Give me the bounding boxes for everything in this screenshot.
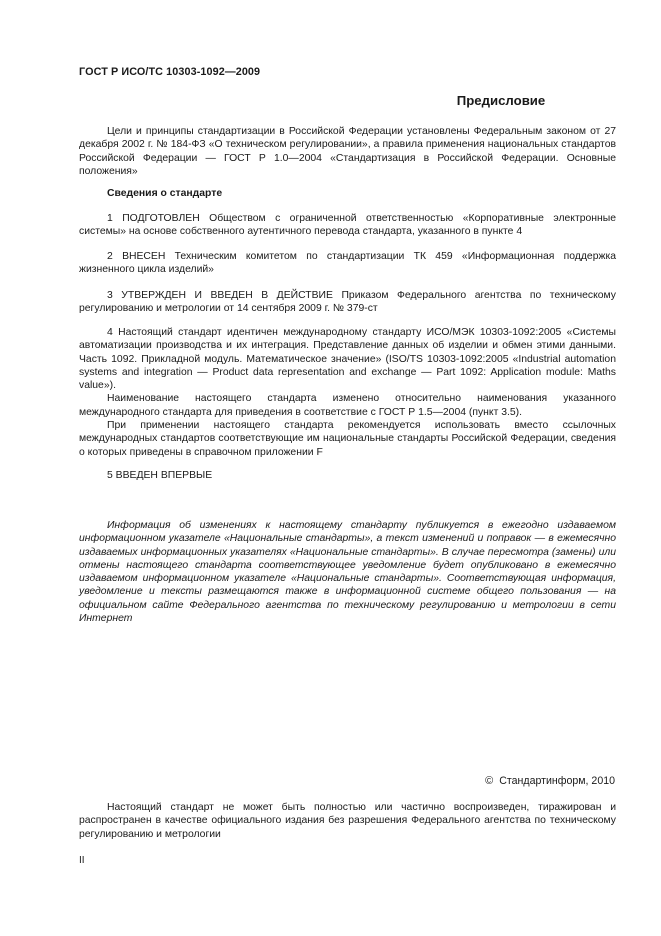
- copyright-line: [485, 775, 615, 788]
- copyright-symbol: ©: [485, 775, 494, 787]
- info-item-3: [79, 289, 616, 316]
- preface-intro-text: Цели и принципы стандартизации в Российской Федерации установлены Федеральным законом от 27 декабря 2002 г. № 184-ФЗ «О техническом регулировании», а правила применения национальных стандартов Российской Федерации — ГОСТ Р 1.0—2004 «Стандартизация в Российской Федерации. Основные положения»: [79, 126, 616, 177]
- info-item-1-text: 1 ПОДГОТОВЛЕН Обществом с ограниченной ответственностью «Корпоративные электронные системы» на основе собственного аутентичного перевода стандарта, указанного в пункте 4: [79, 213, 616, 238]
- changes-notice: [79, 519, 616, 625]
- changes-notice-text: Информация об изменениях к настоящему стандарту публикуется в ежегодно издаваемом информационном указателе «Национальные стандарты», а текст изменений и поправок — в ежемесячно издаваемых информационных указателях «Национальные стандарты». В случае пересмотра (замены) или отмены настоящего стандарта соответствующее уведомление будет опубликовано в ежемесячно издаваемом информационном указателе «Национальные стандарты». Соответствующая информация, уведомление и тексты размещаются также в информационной системе общего пользования — на официальном сайте Федерального агентства по техническому регулированию и метрологии в сети Интернет: [79, 520, 616, 625]
- preface-title-row: [79, 94, 615, 109]
- standard-designation: ГОСТ Р ИСО/ТС 10303-1092—2009: [79, 66, 261, 78]
- preface-title: Предисловие: [456, 93, 546, 108]
- reproduction-notice: [79, 801, 616, 841]
- page-number: II: [79, 855, 85, 866]
- info-item-2: [79, 250, 616, 277]
- reproduction-notice-text: Настоящий стандарт не может быть полностью или частично воспроизведен, тиражирован и распространен в качестве официального издания без разрешения Федерального агентства по техническому регулированию и метрологии: [79, 802, 616, 840]
- info-item-2-text: 2 ВНЕСЕН Техническим комитетом по стандартизации ТК 459 «Информационная поддержка жизненного цикла изделий»: [79, 251, 616, 276]
- copyright-text: Стандартинформ, 2010: [499, 775, 615, 787]
- info-item-5: [79, 469, 616, 482]
- info-item-5-text: 5 ВВЕДЕН ВПЕРВЫЕ: [107, 470, 213, 481]
- info-item-4: [79, 326, 616, 459]
- info-item-4-text: 4 Настоящий стандарт идентичен международному стандарту ИСО/МЭК 10303-1092:2005 «Системы автоматизации производства и их интеграция. Представление данных об изделии и обмен этими данными. Часть 1092. Прикладной модуль. Математическое значение» (ISO/TS 10303-1092:2005 «Industrial automation systems and integration — Product data representation and exchange — Part 1092: Application module: Maths value»).: [79, 327, 616, 392]
- info-item-4-para3: При применении настоящего стандарта рекомендуется использовать вместо ссылочных международных стандартов соответствующие им национальные стандарты Российской Федерации, сведения о которых приведены в справочном приложении F: [79, 420, 616, 458]
- info-item-4-para2: Наименование настоящего стандарта изменено относительно наименования указанного международного стандарта для приведения в соответствие с ГОСТ Р 1.5—2004 (пункт 3.5).: [79, 393, 616, 418]
- info-heading: Сведения о стандарте: [107, 188, 223, 199]
- preface-intro: [79, 125, 616, 178]
- info-item-3-text: 3 УТВЕРЖДЕН И ВВЕДЕН В ДЕЙСТВИЕ Приказом Федерального агентства по техническому регулированию и метрологии от 14 сентября 2009 г. № 379-ст: [79, 290, 616, 315]
- info-heading-block: [79, 187, 616, 200]
- info-item-1: [79, 212, 616, 239]
